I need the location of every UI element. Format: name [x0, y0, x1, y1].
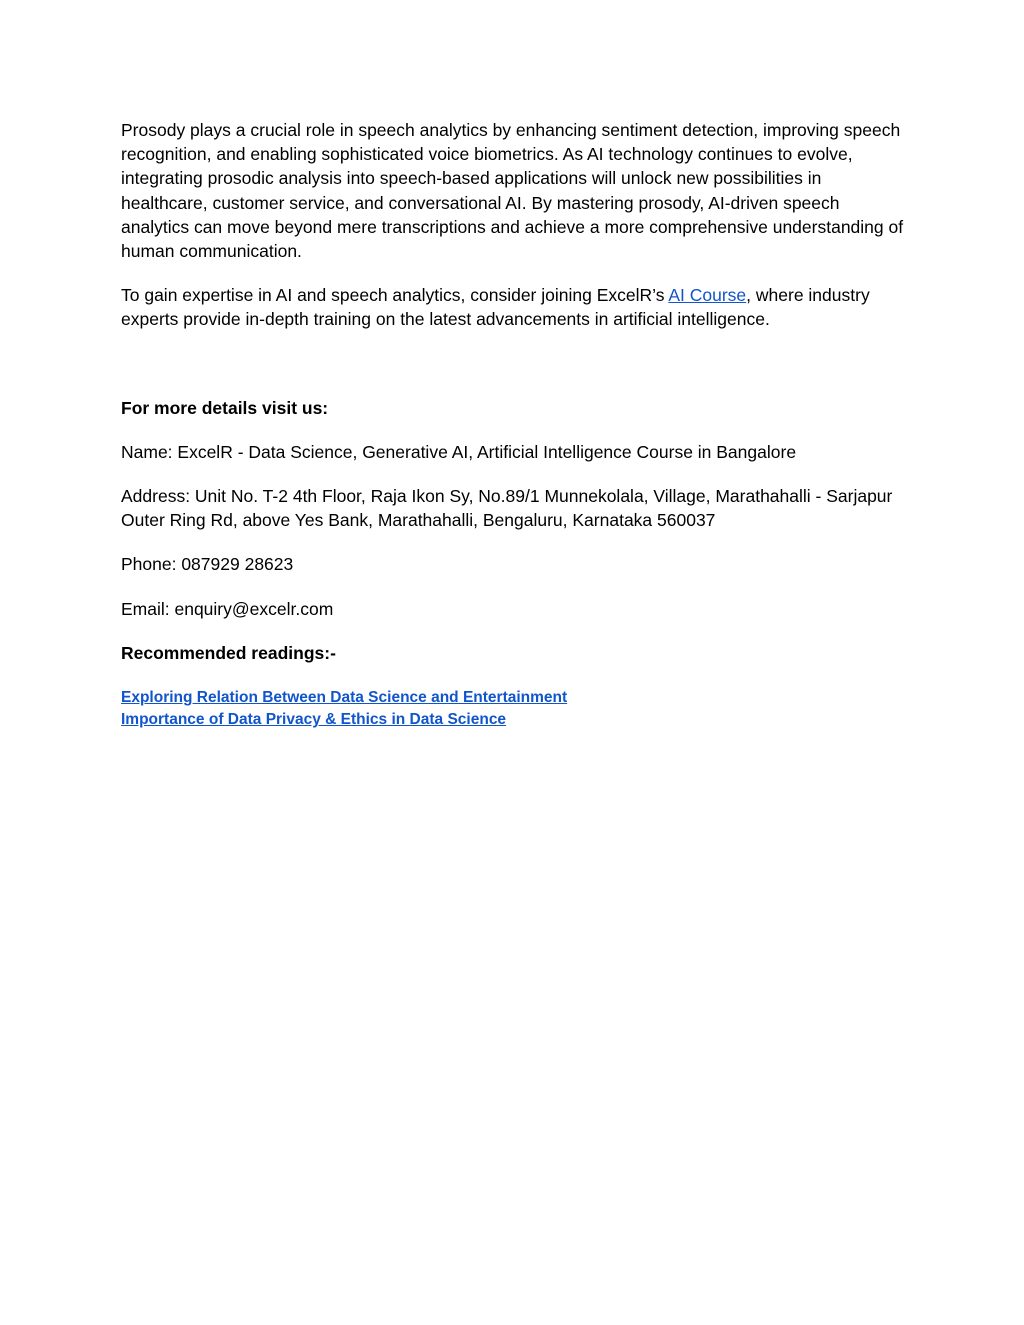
- paragraph-course-text-before: To gain expertise in AI and speech analytics, consider joining ExcelR’s: [121, 285, 669, 306]
- contact-email: Email: enquiry@excelr.com: [121, 598, 334, 619]
- recommended-heading: Recommended readings:-: [121, 642, 336, 663]
- contact-heading: For more details visit us:: [121, 397, 329, 418]
- contact-address: Address: Unit No. T-2 4th Floor, Raja Ikon Sy, No.89/1 Munnekolala, Village, Marathahalli - Sarjapur Outer Ring Rd, above Yes Bank, Marathahalli, Bengaluru, Karnataka 560037: [121, 486, 893, 531]
- document-page: [121, 118, 911, 731]
- recommended-link-privacy-ethics[interactable]: Importance of Data Privacy & Ethics in Data Science: [121, 711, 507, 729]
- contact-phone: Phone: 087929 28623: [121, 554, 294, 575]
- paragraph-prosody: Prosody plays a crucial role in speech analytics by enhancing sentiment detection, improving speech recognition, and enabling sophisticated voice biometrics. As AI technology continues to evolve, integrating prosodic analysis into speech-based applications will unlock new possibilities in healthcare, customer service, and conversational AI. By mastering prosody, AI-driven speech analytics can move beyond mere transcriptions and achieve a more comprehensive understanding of human communication.: [121, 120, 904, 262]
- recommended-links: [121, 687, 911, 731]
- paragraph-course: [121, 283, 911, 331]
- contact-name: Name: ExcelR - Data Science, Generative AI, Artificial Intelligence Course in Bangalore: [121, 441, 797, 462]
- ai-course-link[interactable]: AI Course: [668, 285, 747, 306]
- recommended-link-entertainment[interactable]: Exploring Relation Between Data Science and Entertainment: [121, 689, 568, 707]
- paragraph-course-text-after: , where industry experts provide in-depth training on the latest advancements in artificial intelligence.: [121, 285, 870, 330]
